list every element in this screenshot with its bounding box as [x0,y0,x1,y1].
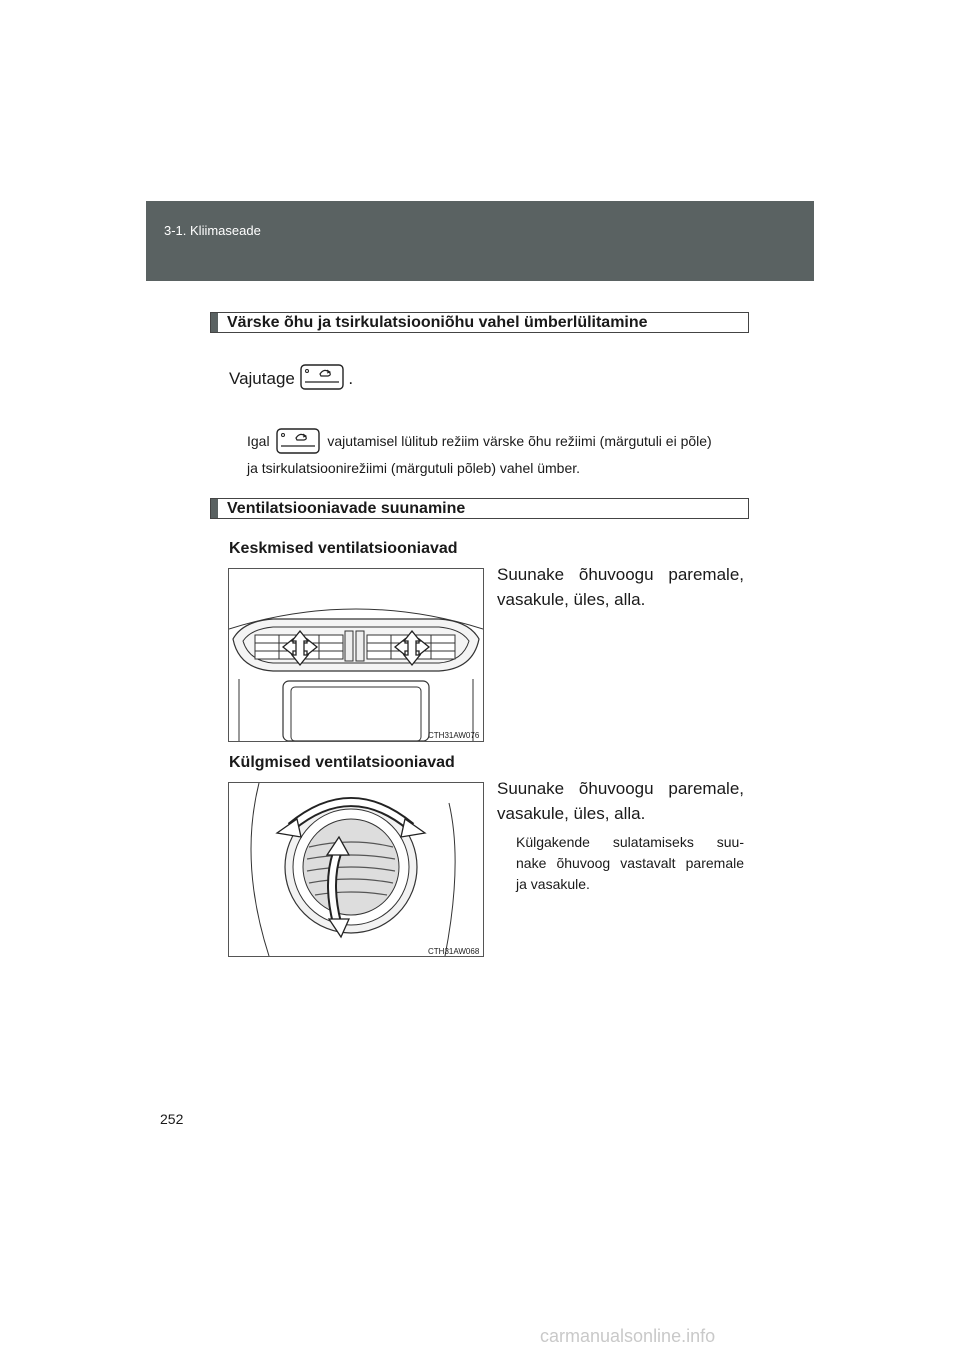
section-title-text: Ventilatsiooniavade suunamine [227,500,466,517]
note-post: vajutamisel lülitub režiim värske õhu režiimi (märgutuli ei põle) [327,433,712,450]
section-title-text: Värske õhu ja tsirkulatsiooniõhu vahel ümberlülitamine [227,314,648,331]
figure-code: CTH31AW068 [428,947,480,956]
section-title-vent-direction [210,498,749,519]
side-vents-text-line-2: vasakule, üles, alla. [497,804,646,823]
side-vent-figure [228,782,484,957]
center-vents-text-line-1: Suunake õhuvoogu paremale, [497,565,744,584]
recirculation-button-icon [300,364,344,395]
instruction-line [229,364,353,395]
center-vent-illustration [229,569,483,741]
section-title-air-recirculation [210,312,749,333]
center-vents-text-line-2: vasakule, üles, alla. [497,590,646,609]
section-header [146,201,814,281]
watermark: carmanualsonline.info [540,1326,716,1346]
instruction-post: . [348,368,354,388]
instruction-pre: Vajutage [229,368,295,388]
center-vents-heading: Keskmised ventilatsiooniavad [229,540,458,557]
note-line-1 [247,428,712,457]
side-vents-note-line-1: Külgakende sulatamiseks suu- [516,834,744,850]
side-vents-note-line-2: nake õhuvoog vastavalt paremale [516,855,744,871]
side-vents-heading: Külgmised ventilatsiooniavad [229,754,455,771]
page-number: 252 [160,1111,184,1127]
recirculation-button-icon [276,428,320,457]
side-vents-note-line-3: ja vasakule. [516,876,590,892]
center-vent-figure [228,568,484,742]
section-label: 3-1. Kliimaseade [164,223,261,238]
note-pre: Igal [247,433,270,450]
figure-code: CTH31AW076 [428,731,480,740]
note-line-2: ja tsirkulatsioonirežiimi (märgutuli põleb) vahel ümber. [247,460,581,476]
side-vent-illustration [229,783,483,956]
side-vents-text-line-1: Suunake õhuvoogu paremale, [497,779,744,798]
